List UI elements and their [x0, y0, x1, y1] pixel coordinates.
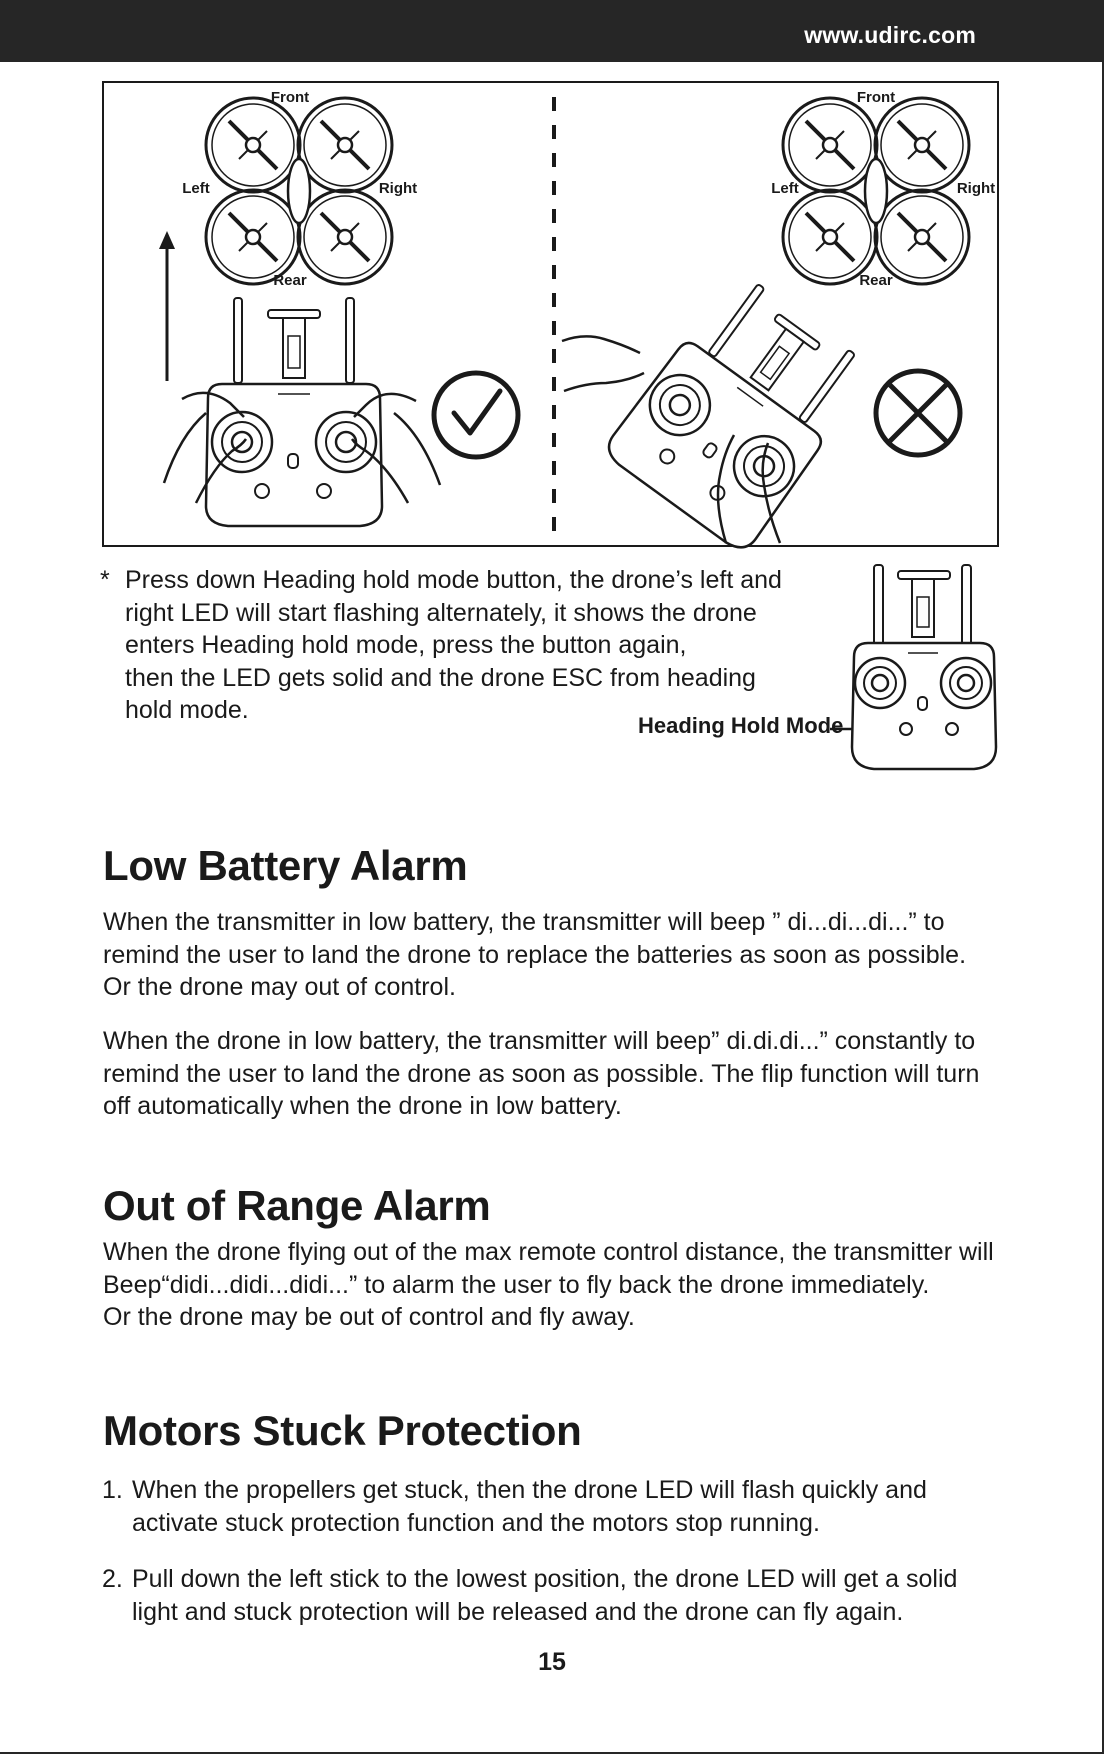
right-left-label: Left — [771, 180, 799, 197]
list-item — [102, 1474, 1002, 1539]
diagram-illustration — [104, 83, 1001, 549]
list-item-number: 1. — [102, 1476, 123, 1504]
heading-hold-diagram — [102, 81, 999, 547]
low-battery-paragraph-2: When the drone in low battery, the transmitter will beep” di.di.di...” constantly to remind the user to land the drone as soon as possible. The flip function will turn off automatically when the drone in low battery. — [103, 1027, 980, 1120]
heading-hold-mode-label: Heading Hold Mode — [638, 713, 844, 738]
motors-stuck-heading: Motors Stuck Protection — [103, 1407, 582, 1454]
remote-left-panel — [206, 298, 382, 526]
left-rear-label: Rear — [273, 272, 307, 289]
up-arrow-head — [159, 231, 175, 249]
check-circle-icon — [434, 373, 518, 457]
heading-hold-remote-illustration — [830, 561, 1010, 771]
header-bar — [0, 0, 1104, 62]
list-item-number: 2. — [102, 1565, 123, 1593]
low-battery-paragraph-1: When the transmitter in low battery, the transmitter will beep ” di...di...di...” to remind the user to land the drone to replace the batteries as soon as possible. Or the drone may out of control. — [103, 908, 967, 1001]
page-number: 15 — [538, 1648, 566, 1676]
drone-right-panel — [783, 98, 969, 284]
list-item-text: When the propellers get stuck, then the drone LED will flash quickly and activate stuck protection function and the motors stop running. — [132, 1476, 927, 1537]
low-battery-heading: Low Battery Alarm — [103, 842, 468, 889]
right-rear-label: Rear — [859, 272, 893, 289]
left-front-label: Front — [270, 89, 310, 106]
right-right-label: Right — [956, 180, 996, 197]
list-item — [102, 1563, 1002, 1628]
left-left-label: Left — [182, 180, 210, 197]
note-text: Press down Heading hold mode button, the drone’s left and right LED will start flashing alternately, it shows the drone enters Heading hold mode, press the button again, then the LED gets solid and the drone ESC from heading hold mode. — [125, 566, 782, 724]
cross-circle-icon — [876, 371, 960, 455]
out-of-range-heading: Out of Range Alarm — [103, 1182, 491, 1229]
remote-right-panel — [601, 267, 877, 549]
right-front-label: Front — [856, 89, 896, 106]
drone-left-panel — [206, 98, 392, 284]
out-of-range-paragraph: When the drone flying out of the max remote control distance, the transmitter will Beep“didi...didi...didi...” to alarm the user to fly back the drone immediately. Or the drone may be out of control and fly away. — [103, 1238, 994, 1331]
left-right-label: Right — [378, 180, 418, 197]
note-bullet: * — [100, 566, 110, 594]
list-item-text: Pull down the left stick to the lowest position, the drone LED will get a solid light and stuck protection will be released and the drone can fly again. — [132, 1565, 958, 1626]
heading-hold-note — [100, 564, 790, 727]
site-url[interactable]: www.udirc.com — [804, 22, 976, 48]
